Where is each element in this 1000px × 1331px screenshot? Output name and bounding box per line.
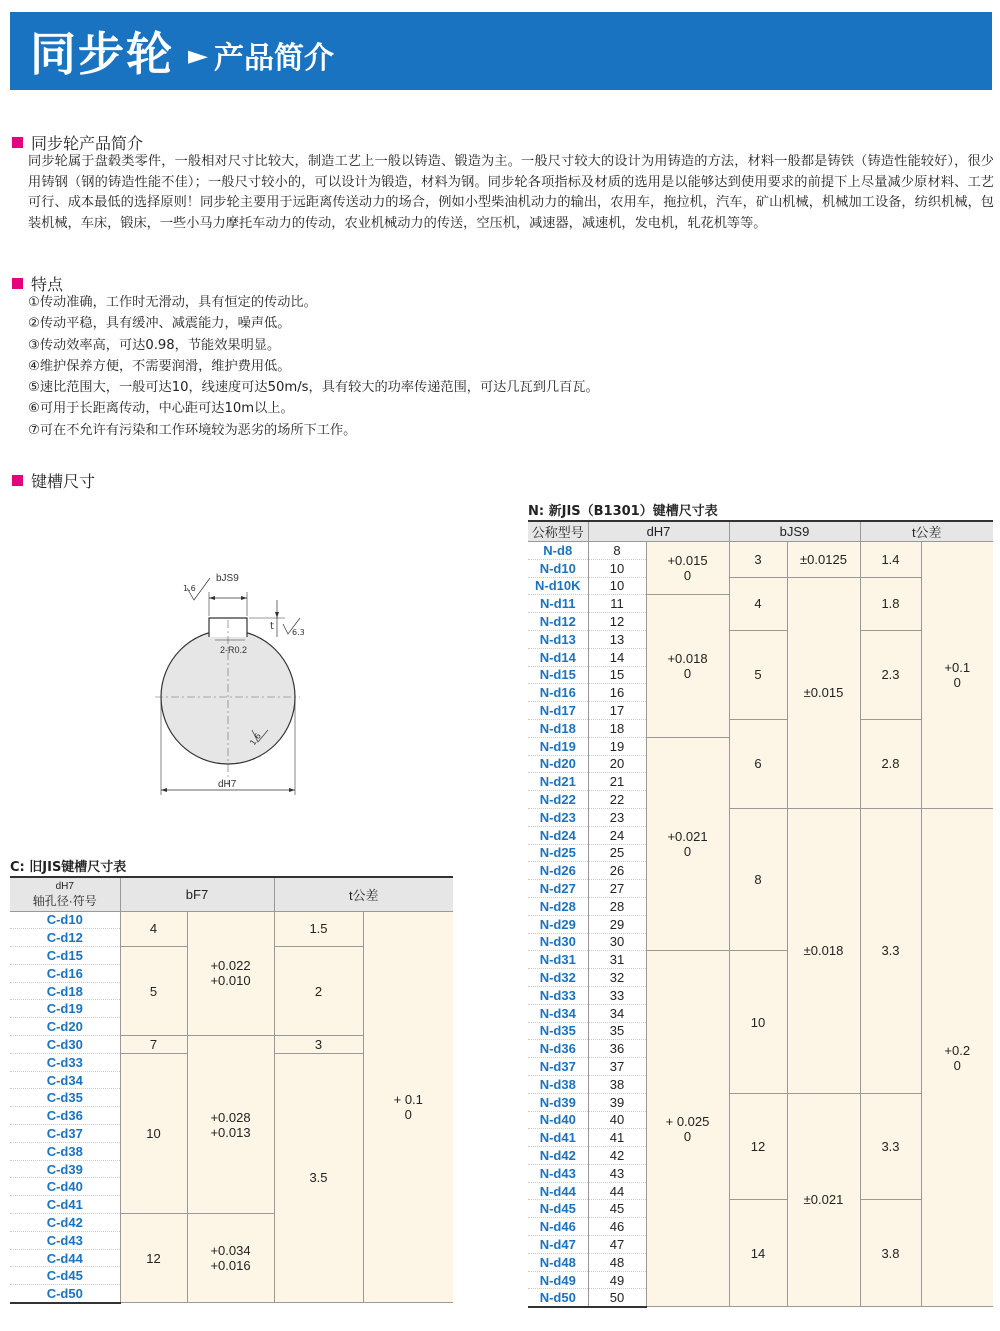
n-code: N-d49 — [528, 1271, 588, 1289]
n-t-value: 3.3 — [860, 808, 921, 1093]
rough-label-1: 1.6 — [183, 584, 196, 593]
n-code: N-d39 — [528, 1093, 588, 1111]
n-d-tolerance: +0.018 0 — [646, 595, 729, 737]
n-code: N-d30 — [528, 933, 588, 951]
c-t-tolerance: + 0.1 0 — [363, 911, 453, 1303]
c-code: C-d30 — [10, 1036, 120, 1054]
n-b-tolerance: ±0.018 — [787, 808, 860, 1093]
n-code: N-d22 — [528, 791, 588, 809]
c-code: C-d20 — [10, 1018, 120, 1036]
keyway-heading: 键槽尺寸 — [12, 469, 95, 492]
n-t-value: 2.8 — [860, 719, 921, 808]
n-code: N-d36 — [528, 1040, 588, 1058]
n-d-value: 27 — [588, 880, 646, 898]
n-header-t: t公差 — [860, 521, 993, 542]
c-code: C-d40 — [10, 1178, 120, 1196]
n-d-value: 35 — [588, 1022, 646, 1040]
n-code: N-d27 — [528, 880, 588, 898]
c-keyway-table — [10, 876, 453, 1304]
n-d-value: 50 — [588, 1289, 646, 1307]
n-d-value: 41 — [588, 1129, 646, 1147]
intro-heading: 同步轮产品简介 — [12, 131, 143, 154]
n-d-value: 47 — [588, 1236, 646, 1254]
n-code: N-d35 — [528, 1022, 588, 1040]
n-d-value: 13 — [588, 630, 646, 648]
n-d-value: 49 — [588, 1271, 646, 1289]
n-code: N-d34 — [528, 1004, 588, 1022]
n-code: N-d18 — [528, 719, 588, 737]
n-d-value: 23 — [588, 808, 646, 826]
c-code: C-d16 — [10, 964, 120, 982]
page-banner — [10, 12, 992, 90]
c-header-b: bF7 — [120, 877, 274, 911]
n-d-value: 32 — [588, 969, 646, 987]
n-d-value: 25 — [588, 844, 646, 862]
n-code: N-d12 — [528, 613, 588, 631]
c-code: C-d35 — [10, 1089, 120, 1107]
c-b-tolerance: +0.028 +0.013 — [187, 1036, 274, 1214]
n-code: N-d11 — [528, 595, 588, 613]
bullet-square-icon — [12, 278, 23, 289]
n-code: N-d10K — [528, 577, 588, 595]
n-code: N-d21 — [528, 773, 588, 791]
n-code: N-d10 — [528, 559, 588, 577]
c-header-d: dH7 轴孔径·符号 — [10, 877, 120, 911]
feature-item: ②传动平稳，具有缓冲、减震能力，噪声低。 — [28, 316, 291, 332]
n-d-value: 29 — [588, 915, 646, 933]
n-code: N-d42 — [528, 1147, 588, 1165]
n-b-value: 3 — [729, 542, 787, 578]
d-label: dH7 — [218, 779, 237, 790]
n-d-value: 17 — [588, 702, 646, 720]
n-code: N-d46 — [528, 1218, 588, 1236]
n-d-value: 38 — [588, 1075, 646, 1093]
n-code: N-d20 — [528, 755, 588, 773]
n-d-value: 44 — [588, 1182, 646, 1200]
n-t-value: 1.8 — [860, 577, 921, 630]
n-d-value: 48 — [588, 1253, 646, 1271]
n-d-value: 28 — [588, 897, 646, 915]
bullet-square-icon — [12, 137, 23, 148]
n-code: N-d32 — [528, 969, 588, 987]
feature-item: ③传动效率高，可达0.98，节能效果明显。 — [28, 337, 281, 353]
n-header-d: dH7 — [588, 521, 729, 542]
n-code: N-d43 — [528, 1164, 588, 1182]
n-d-value: 40 — [588, 1111, 646, 1129]
rough-label-2: 6.3 — [292, 628, 305, 637]
n-d-value: 20 — [588, 755, 646, 773]
n-d-value: 31 — [588, 951, 646, 969]
n-d-value: 37 — [588, 1058, 646, 1076]
n-b-tolerance: ±0.015 — [787, 577, 860, 808]
n-b-value: 14 — [729, 1200, 787, 1307]
n-code: N-d45 — [528, 1200, 588, 1218]
n-code: N-d15 — [528, 666, 588, 684]
n-t-value: 1.4 — [860, 542, 921, 578]
n-d-value: 39 — [588, 1093, 646, 1111]
n-d-tolerance: + 0.025 0 — [646, 951, 729, 1307]
n-t-value: 3.3 — [860, 1093, 921, 1200]
n-code: N-d41 — [528, 1129, 588, 1147]
feature-item: ⑥可用于长距离传动，中心距可达10m以上。 — [28, 401, 294, 417]
n-b-value: 4 — [729, 577, 787, 630]
c-code: C-d50 — [10, 1285, 120, 1303]
n-d-value: 26 — [588, 862, 646, 880]
n-b-tolerance: ±0.0125 — [787, 542, 860, 578]
n-code: N-d40 — [528, 1111, 588, 1129]
n-d-value: 33 — [588, 986, 646, 1004]
banner-title: 同步轮 — [30, 27, 174, 81]
n-table-caption: N: 新JIS（B1301）键槽尺寸表 — [528, 504, 718, 519]
n-d-value: 11 — [588, 595, 646, 613]
c-b-tolerance: +0.034 +0.016 — [187, 1214, 274, 1303]
n-d-value: 30 — [588, 933, 646, 951]
n-b-value: 10 — [729, 951, 787, 1093]
n-d-value: 8 — [588, 542, 646, 560]
n-b-value: 6 — [729, 719, 787, 808]
c-t-value: 3.5 — [274, 1053, 363, 1302]
keyway-drawing — [150, 560, 330, 805]
n-code: N-d8 — [528, 542, 588, 560]
n-d-value: 14 — [588, 648, 646, 666]
n-code: N-d47 — [528, 1236, 588, 1254]
c-header-t: t公差 — [274, 877, 453, 911]
c-code: C-d37 — [10, 1125, 120, 1143]
n-d-tolerance: +0.021 0 — [646, 737, 729, 951]
c-code: C-d43 — [10, 1231, 120, 1249]
features-list — [28, 292, 599, 441]
n-code: N-d26 — [528, 862, 588, 880]
n-code: N-d13 — [528, 630, 588, 648]
n-d-value: 42 — [588, 1147, 646, 1165]
n-d-value: 10 — [588, 559, 646, 577]
n-t-value: 3.8 — [860, 1200, 921, 1307]
c-t-value: 1.5 — [274, 911, 363, 947]
c-b-value: 10 — [120, 1053, 187, 1213]
rough-label-3: 1.6 — [248, 731, 263, 748]
c-code: C-d39 — [10, 1160, 120, 1178]
n-header-code: 公称型号 — [528, 521, 588, 542]
feature-item: ⑤速比范围大，一般可达10，线速度可达50m/s，具有较大的功率传递范围，可达几瓦到几百瓦。 — [28, 380, 599, 396]
c-t-value: 3 — [274, 1036, 363, 1054]
n-b-value: 12 — [729, 1093, 787, 1200]
table-row — [528, 808, 993, 826]
n-d-value: 12 — [588, 613, 646, 631]
bullet-square-icon — [12, 475, 23, 486]
c-code: C-d36 — [10, 1107, 120, 1125]
n-keyway-table — [528, 520, 993, 1308]
banner-subtitle: 产品简介 — [214, 41, 334, 76]
n-code: N-d50 — [528, 1289, 588, 1307]
n-d-value: 34 — [588, 1004, 646, 1022]
n-d-value: 36 — [588, 1040, 646, 1058]
r-label: 2-R0.2 — [220, 645, 248, 655]
n-code: N-d29 — [528, 915, 588, 933]
intro-text: 同步轮属于盘毂类零件，一般相对尺寸比较大，制造工艺上一般以铸造、锻造为主。一般尺寸较大的设计为用铸造的方法，材料一般都是铸铁（铸造性能较好），很少用铸钢（钢的铸造性能不佳）；一般尺寸较小的，可以设计为锻造，材料为钢。同步轮各项指标及材质的选用是以能够达到使用要求的前提下上尽量减少原材料、工艺可行、成本最低的选择原则！同步轮主要用于远距离传送动力的场合，例如小型柴油机动力的输出，农用车，拖拉机，汽车，矿山机械，机械加工设备，纺织机械，包装机械，车床，锻床，一些小马力摩托车动力的传动，农业机械动力的传送，空压机，减速器，减速机，发电机，轧花机等等。 — [28, 154, 994, 231]
c-code: C-d33 — [10, 1053, 120, 1071]
n-t-value: 2.3 — [860, 630, 921, 719]
c-code: C-d38 — [10, 1142, 120, 1160]
n-d-value: 10 — [588, 577, 646, 595]
n-code: N-d19 — [528, 737, 588, 755]
n-code: N-d23 — [528, 808, 588, 826]
n-b-value: 5 — [729, 630, 787, 719]
n-b-value: 8 — [729, 808, 787, 950]
c-b-value: 12 — [120, 1214, 187, 1303]
feature-item: ⑦可在不允许有污染和工作环境较为恶劣的场所下工作。 — [28, 422, 357, 438]
n-code: N-d17 — [528, 702, 588, 720]
n-d-value: 46 — [588, 1218, 646, 1236]
n-b-tolerance: ±0.021 — [787, 1093, 860, 1307]
n-code: N-d24 — [528, 826, 588, 844]
n-d-value: 15 — [588, 666, 646, 684]
c-table-caption: C: 旧JIS键槽尺寸表 — [10, 860, 127, 875]
c-code: C-d10 — [10, 911, 120, 929]
n-code: N-d48 — [528, 1253, 588, 1271]
n-header-b: bJS9 — [729, 521, 860, 542]
n-code: N-d16 — [528, 684, 588, 702]
c-code: C-d34 — [10, 1071, 120, 1089]
t-label: t — [270, 621, 274, 632]
table-row — [528, 542, 993, 560]
n-d-value: 22 — [588, 791, 646, 809]
n-d-value: 18 — [588, 719, 646, 737]
n-code: N-d14 — [528, 648, 588, 666]
c-code: C-d45 — [10, 1267, 120, 1285]
n-d-value: 19 — [588, 737, 646, 755]
n-d-value: 21 — [588, 773, 646, 791]
n-d-value: 16 — [588, 684, 646, 702]
banner-arrow-icon: ► — [188, 41, 208, 71]
c-code: C-d12 — [10, 929, 120, 947]
b-label: bJS9 — [216, 573, 239, 584]
c-b-tolerance: +0.022 +0.010 — [187, 911, 274, 1036]
c-code: C-d18 — [10, 982, 120, 1000]
n-d-value: 43 — [588, 1164, 646, 1182]
n-code: N-d37 — [528, 1058, 588, 1076]
feature-item: ④维护保养方便，不需要润滑，维护费用低。 — [28, 358, 291, 374]
n-d-value: 45 — [588, 1200, 646, 1218]
feature-item: ①传动准确，工作时无滑动，具有恒定的传动比。 — [28, 295, 317, 310]
c-b-value: 7 — [120, 1036, 187, 1054]
c-code: C-d15 — [10, 947, 120, 965]
c-code: C-d19 — [10, 1000, 120, 1018]
table-row — [10, 911, 453, 929]
c-t-value: 2 — [274, 947, 363, 1036]
features-heading: 特点 — [12, 272, 63, 295]
n-code: N-d44 — [528, 1182, 588, 1200]
n-code: N-d31 — [528, 951, 588, 969]
c-code: C-d44 — [10, 1249, 120, 1267]
n-code: N-d38 — [528, 1075, 588, 1093]
n-code: N-d25 — [528, 844, 588, 862]
c-code: C-d42 — [10, 1214, 120, 1232]
n-code: N-d28 — [528, 897, 588, 915]
n-d-tolerance: +0.015 0 — [646, 542, 729, 595]
n-t-tolerance: +0.2 0 — [921, 808, 993, 1306]
c-code: C-d41 — [10, 1196, 120, 1214]
c-b-value: 5 — [120, 947, 187, 1036]
c-b-value: 4 — [120, 911, 187, 947]
n-t-tolerance: +0.1 0 — [921, 542, 993, 809]
n-code: N-d33 — [528, 986, 588, 1004]
n-d-value: 24 — [588, 826, 646, 844]
